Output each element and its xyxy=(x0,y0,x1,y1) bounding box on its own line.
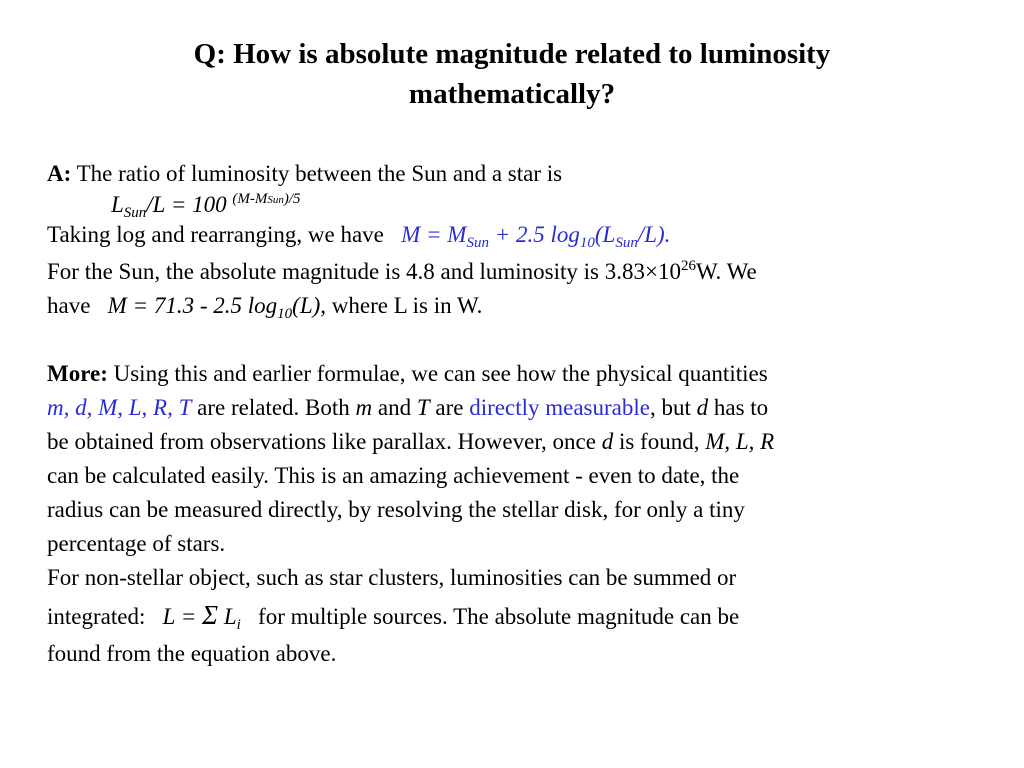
nonstellar-line-2 xyxy=(47,595,987,637)
have-text: have xyxy=(47,293,91,318)
more-text-4: has to xyxy=(713,395,769,420)
nonstellar-text-3: for multiple sources. The absolute magnitude can be xyxy=(258,604,740,629)
sum-eq-L: L xyxy=(223,604,237,629)
eq3-a: M = 71.3 - 2.5 log xyxy=(107,293,278,318)
eq2-b: + 2.5 log xyxy=(494,222,580,247)
more-line-4: can be calculated easily. This is an amazing achievement - even to date, the xyxy=(47,463,740,488)
directly-measurable: directly measurable xyxy=(469,395,650,420)
eq2-a: M = M xyxy=(401,222,467,247)
more-text-1: Using this and earlier formulae, we can see how the physical quantities xyxy=(113,361,768,386)
eq1-L-sub: Sun xyxy=(123,205,147,221)
eq2-sub3: Sun xyxy=(615,235,638,251)
slide-title xyxy=(100,34,924,114)
sun-text-1: For the Sun, the absolute magnitude is 4.8 and luminosity is 3.83×10 xyxy=(47,259,681,284)
more-line-6: percentage of stars. xyxy=(47,531,226,556)
quantities: m, d, M, L, R, T xyxy=(47,395,192,420)
more-text-5: be obtained from observations like parallax. However, once xyxy=(47,429,596,454)
log-line xyxy=(47,219,987,251)
sum-equation xyxy=(162,600,241,633)
nonstellar-line-3: found from the equation above. xyxy=(47,641,337,666)
answer-intro-text: The ratio of luminosity between the Sun and a star is xyxy=(76,161,563,186)
sum-eq-a: L = xyxy=(162,604,197,629)
sun-equation-after: where L is in W. xyxy=(331,293,483,318)
eq2-sub2: 10 xyxy=(579,235,595,251)
title-line-1: Q: How is absolute magnitude related to luminosity xyxy=(193,38,831,70)
eq1-L: L xyxy=(111,192,124,217)
nonstellar-line-1: For non-stellar object, such as star clusters, luminosities can be summed or xyxy=(47,565,737,590)
eq2-d: /L). xyxy=(637,222,671,247)
sigma-symbol: Σ xyxy=(202,600,219,630)
sun-equation-line xyxy=(47,289,987,323)
eq3-sub: 10 xyxy=(277,306,293,322)
title-line-2: mathematically? xyxy=(408,78,616,110)
are-text: are xyxy=(435,395,464,420)
magnitude-equation xyxy=(401,222,671,251)
log-text: Taking log and rearranging, we have xyxy=(47,222,384,247)
integrated-text: integrated: xyxy=(47,604,146,629)
sun-line xyxy=(47,255,987,289)
ratio-equation xyxy=(47,191,987,219)
more-line-5: radius can be measured directly, by resolving the stellar disk, for only a tiny xyxy=(47,497,745,522)
answer-label: A: xyxy=(47,161,72,186)
slide-body xyxy=(47,157,987,671)
eq2-c: (L xyxy=(594,222,616,247)
sun-text-2: W. We xyxy=(695,259,757,284)
sum-eq-sub: i xyxy=(236,617,241,633)
and-text: and xyxy=(377,395,412,420)
more-text-3: , but xyxy=(649,395,691,420)
eq1-exponent xyxy=(232,191,300,207)
more-text-2: are related. Both xyxy=(197,395,350,420)
vars-MLR: M, L, R xyxy=(705,429,775,454)
sun-exponent: 26 xyxy=(680,258,696,274)
more-text-6: is found, xyxy=(618,429,700,454)
var-d: d xyxy=(696,395,709,420)
spacer xyxy=(47,323,987,357)
eq2-sub1: Sun xyxy=(466,235,489,251)
var-m: m xyxy=(355,395,373,420)
more-line-1 xyxy=(47,357,987,391)
answer-intro-line xyxy=(47,157,987,191)
more-line-2 xyxy=(47,391,987,425)
eq3-b: (L), xyxy=(292,293,327,318)
eq1-exp-a: (M-M xyxy=(232,191,268,207)
eq1-exp-end: )/5 xyxy=(283,191,301,207)
eq1-exp-sub: Sun xyxy=(267,194,284,206)
more-label: More: xyxy=(47,361,108,386)
eq1-rest: /L = 100 xyxy=(146,192,227,217)
more-line-3 xyxy=(47,425,987,459)
sun-equation xyxy=(107,293,327,322)
var-d-2: d xyxy=(601,429,614,454)
var-T: T xyxy=(416,395,430,420)
